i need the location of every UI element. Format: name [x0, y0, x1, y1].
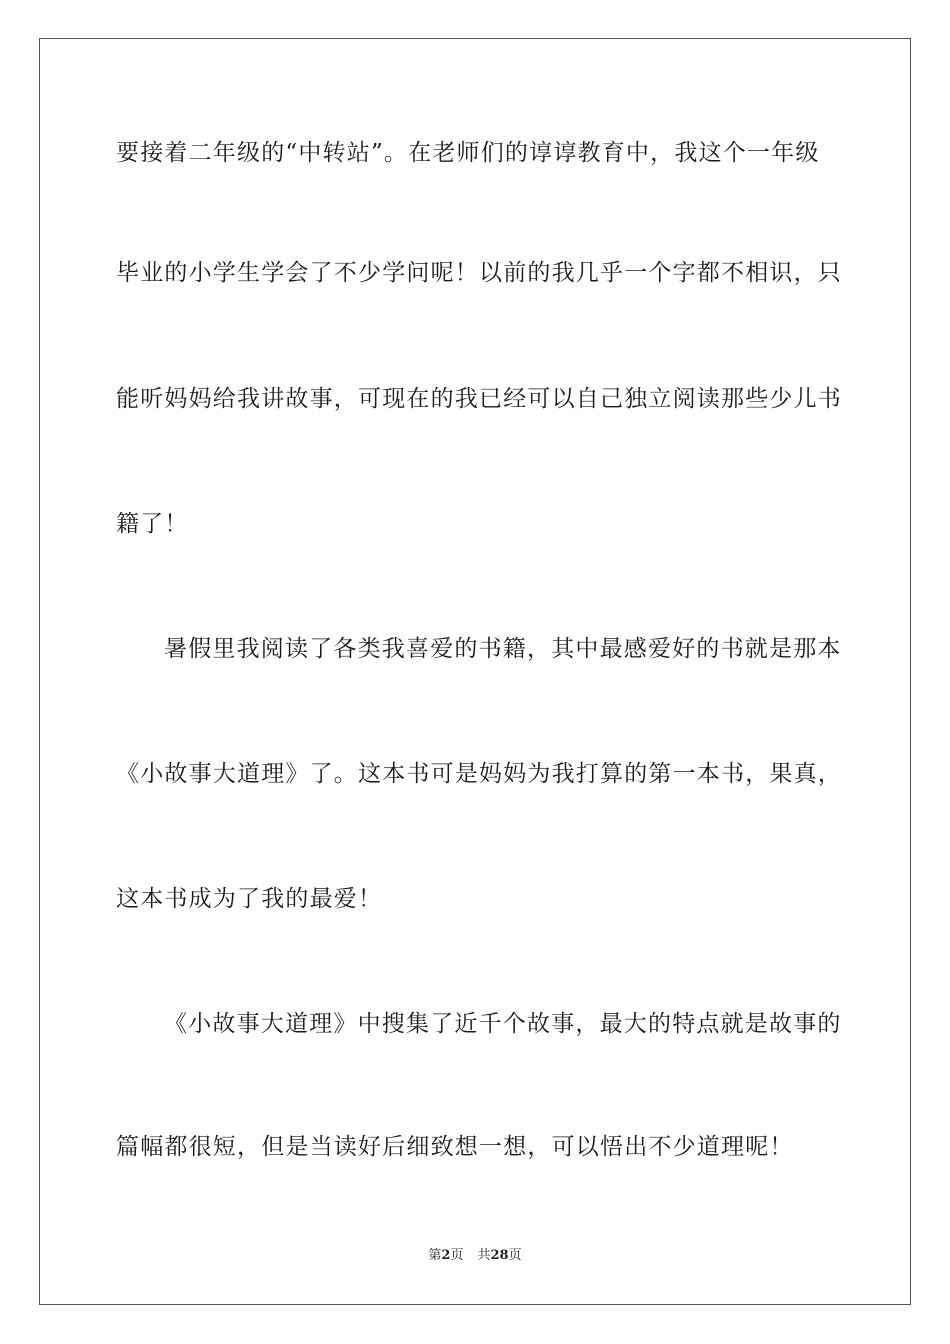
page-number: 2: [441, 1248, 451, 1263]
page-suffix: 页: [450, 1248, 464, 1263]
text-line-7: 这本书成为了我的最爱！: [116, 886, 383, 912]
text-line-4: 籍了！: [116, 511, 189, 537]
text-line-3: 能听妈妈给我讲故事，可现在的我已经可以自己独立阅读那些少儿书: [116, 386, 842, 412]
page-prefix: 第: [428, 1248, 442, 1263]
page-border: [39, 38, 911, 1305]
text-line-9: 篇幅都很短，但是当读好后细致想一想，可以悟出不少道理呢！: [116, 1134, 794, 1160]
text-line-8: 《小故事大道理》中搜集了近千个故事，最大的特点就是故事的: [164, 1011, 842, 1037]
text-line-2: 毕业的小学生学会了不少学问呢！以前的我几乎一个字都不相识，只: [116, 260, 842, 286]
text-line-6: 《小故事大道理》了。这本书可是妈妈为我打算的第一本书，果真，: [116, 761, 842, 787]
page-footer: [0, 1247, 950, 1265]
total-prefix: 共: [477, 1248, 491, 1263]
text-line-1: 要接着二年级的“中转站”。在老师们的谆谆教育中，我这个一年级: [116, 140, 820, 166]
text-line-5: 暑假里我阅读了各类我喜爱的书籍，其中最感爱好的书就是那本: [164, 636, 842, 662]
total-suffix: 页: [508, 1248, 522, 1263]
total-pages: 28: [490, 1248, 509, 1263]
